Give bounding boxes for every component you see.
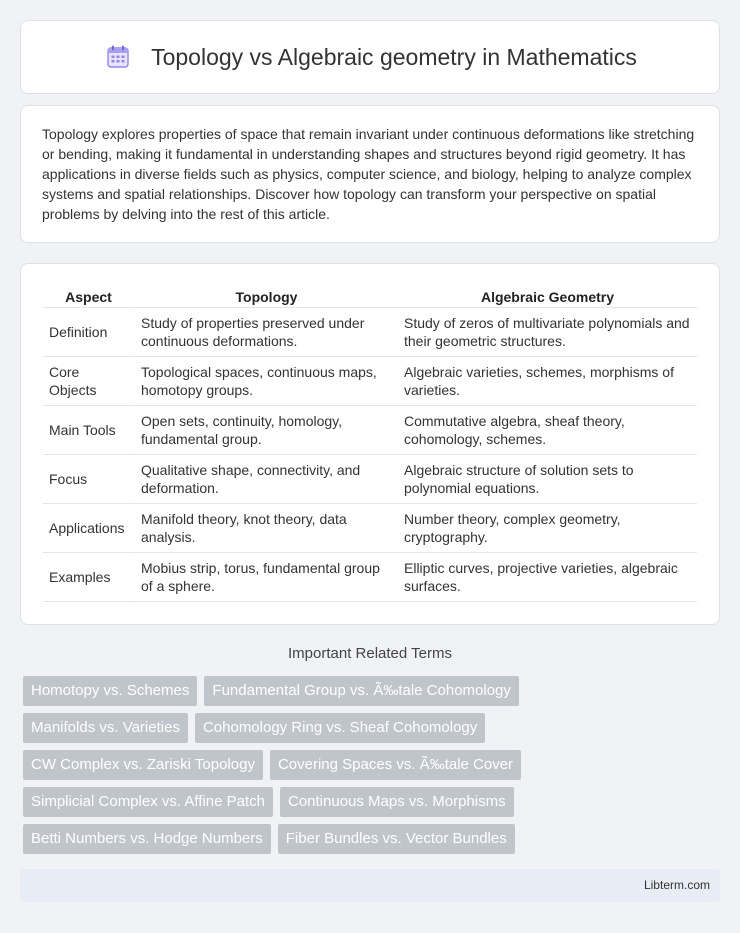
related-term-tag[interactable]: Manifolds vs. Varieties <box>23 713 188 743</box>
related-term-tag[interactable]: Simplicial Complex vs. Affine Patch <box>23 787 273 817</box>
related-term-tag[interactable]: Homotopy vs. Schemes <box>23 676 197 706</box>
intro-text: Topology explores properties of space that remain invariant under continuous deformations like stretching or bending, making it fundamental in understanding shapes and structures beyond rigid geometry. It has applications in diverse fields such as physics, computer science, and biology, helping to analyze complex systems and spatial relationships. Discover how topology can transform your perspective on spatial problems by delving into the rest of this article. <box>42 126 695 222</box>
tag-row <box>23 824 723 854</box>
table-row <box>43 553 697 602</box>
page-title: Topology vs Algebraic geometry in Mathematics <box>151 43 637 70</box>
header-card <box>20 20 720 94</box>
cell-aspect: Focus <box>43 455 135 504</box>
cell-algebraic-geometry: Commutative algebra, sheaf theory, cohomology, schemes. <box>398 406 697 455</box>
table-header-row <box>43 284 697 308</box>
table-row <box>43 406 697 455</box>
header-aspect: Aspect <box>43 284 135 308</box>
tag-row <box>23 713 723 743</box>
cell-topology: Open sets, continuity, homology, fundamental group. <box>135 406 398 455</box>
cell-aspect: Definition <box>43 308 135 357</box>
table-row <box>43 504 697 553</box>
related-term-tag[interactable]: Continuous Maps vs. Morphisms <box>280 787 514 817</box>
cell-topology: Manifold theory, knot theory, data analysis. <box>135 504 398 553</box>
intro-card <box>20 105 720 243</box>
related-term-tag[interactable]: Cohomology Ring vs. Sheaf Cohomology <box>195 713 485 743</box>
related-term-tag[interactable]: Fundamental Group vs. Ã‰tale Cohomology <box>204 676 518 706</box>
cell-aspect: Examples <box>43 553 135 602</box>
calendar-icon <box>103 42 133 72</box>
tag-row <box>23 787 723 817</box>
footer-site-link[interactable]: Libterm.com <box>643 878 710 892</box>
header-algebraic-geometry: Algebraic Geometry <box>398 284 697 308</box>
tag-row <box>23 750 723 780</box>
cell-algebraic-geometry: Study of zeros of multivariate polynomials and their geometric structures. <box>398 308 697 357</box>
related-terms-list <box>23 676 723 861</box>
cell-algebraic-geometry: Algebraic structure of solution sets to polynomial equations. <box>398 455 697 504</box>
cell-topology: Mobius strip, torus, fundamental group of a sphere. <box>135 553 398 602</box>
related-term-tag[interactable]: Fiber Bundles vs. Vector Bundles <box>278 824 515 854</box>
table-row <box>43 455 697 504</box>
footer <box>20 869 720 902</box>
cell-aspect: Applications <box>43 504 135 553</box>
header-topology: Topology <box>135 284 398 308</box>
cell-aspect: Core Objects <box>43 357 135 406</box>
table-row <box>43 357 697 406</box>
cell-topology: Study of properties preserved under continuous deformations. <box>135 308 398 357</box>
related-term-tag[interactable]: CW Complex vs. Zariski Topology <box>23 750 263 780</box>
cell-algebraic-geometry: Number theory, complex geometry, cryptography. <box>398 504 697 553</box>
cell-topology: Qualitative shape, connectivity, and deformation. <box>135 455 398 504</box>
comparison-card <box>20 263 720 625</box>
tag-row <box>23 676 723 706</box>
cell-aspect: Main Tools <box>43 406 135 455</box>
cell-algebraic-geometry: Algebraic varieties, schemes, morphisms of varieties. <box>398 357 697 406</box>
table-row <box>43 308 697 357</box>
related-term-tag[interactable]: Betti Numbers vs. Hodge Numbers <box>23 824 271 854</box>
cell-algebraic-geometry: Elliptic curves, projective varieties, algebraic surfaces. <box>398 553 697 602</box>
comparison-table <box>43 284 697 602</box>
related-terms-title: Important Related Terms <box>288 645 452 662</box>
related-term-tag[interactable]: Covering Spaces vs. Ã‰tale Cover <box>270 750 521 780</box>
cell-topology: Topological spaces, continuous maps, homotopy groups. <box>135 357 398 406</box>
